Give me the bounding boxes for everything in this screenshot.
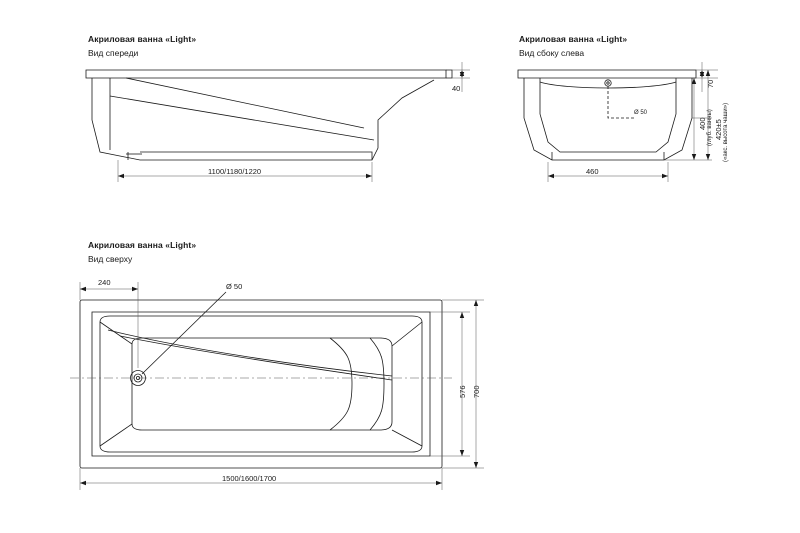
front-rim-height-dimension: 40 [452, 84, 461, 93]
side-width-dimension: 460 [586, 167, 599, 176]
side-total-height-note: («акс. высота чаши») [723, 102, 729, 162]
top-view-subtitle: Вид сверху [88, 254, 133, 264]
top-inner-width-dimension: 576 [458, 385, 467, 398]
front-width-dimension: 1100/1180/1220 [208, 167, 262, 176]
side-view-title: Акриловая ванна «Light» [519, 34, 628, 44]
front-view-title: Акриловая ванна «Light» [88, 34, 197, 44]
side-bowl-depth-dimension: 400 [698, 117, 707, 130]
side-view-subtitle: Вид сбоку слева [519, 48, 585, 58]
side-drain-diameter-label: Ø 50 [634, 110, 648, 116]
top-outer-width-dimension: 700 [472, 385, 481, 398]
side-rim-height-dimension: 70 [706, 79, 715, 88]
top-drain-diameter-label: Ø 50 [226, 282, 243, 291]
front-view-subtitle: Вид спереди [88, 48, 139, 58]
top-length-dimension: 1500/1600/1700 [222, 474, 277, 483]
side-bowl-depth-note: (глуб. ванны) [707, 109, 713, 146]
side-total-height-dimension: 420±5 [714, 119, 723, 140]
top-drain-offset-dimension: 240 [98, 278, 111, 287]
top-view-title: Акриловая ванна «Light» [88, 240, 197, 250]
